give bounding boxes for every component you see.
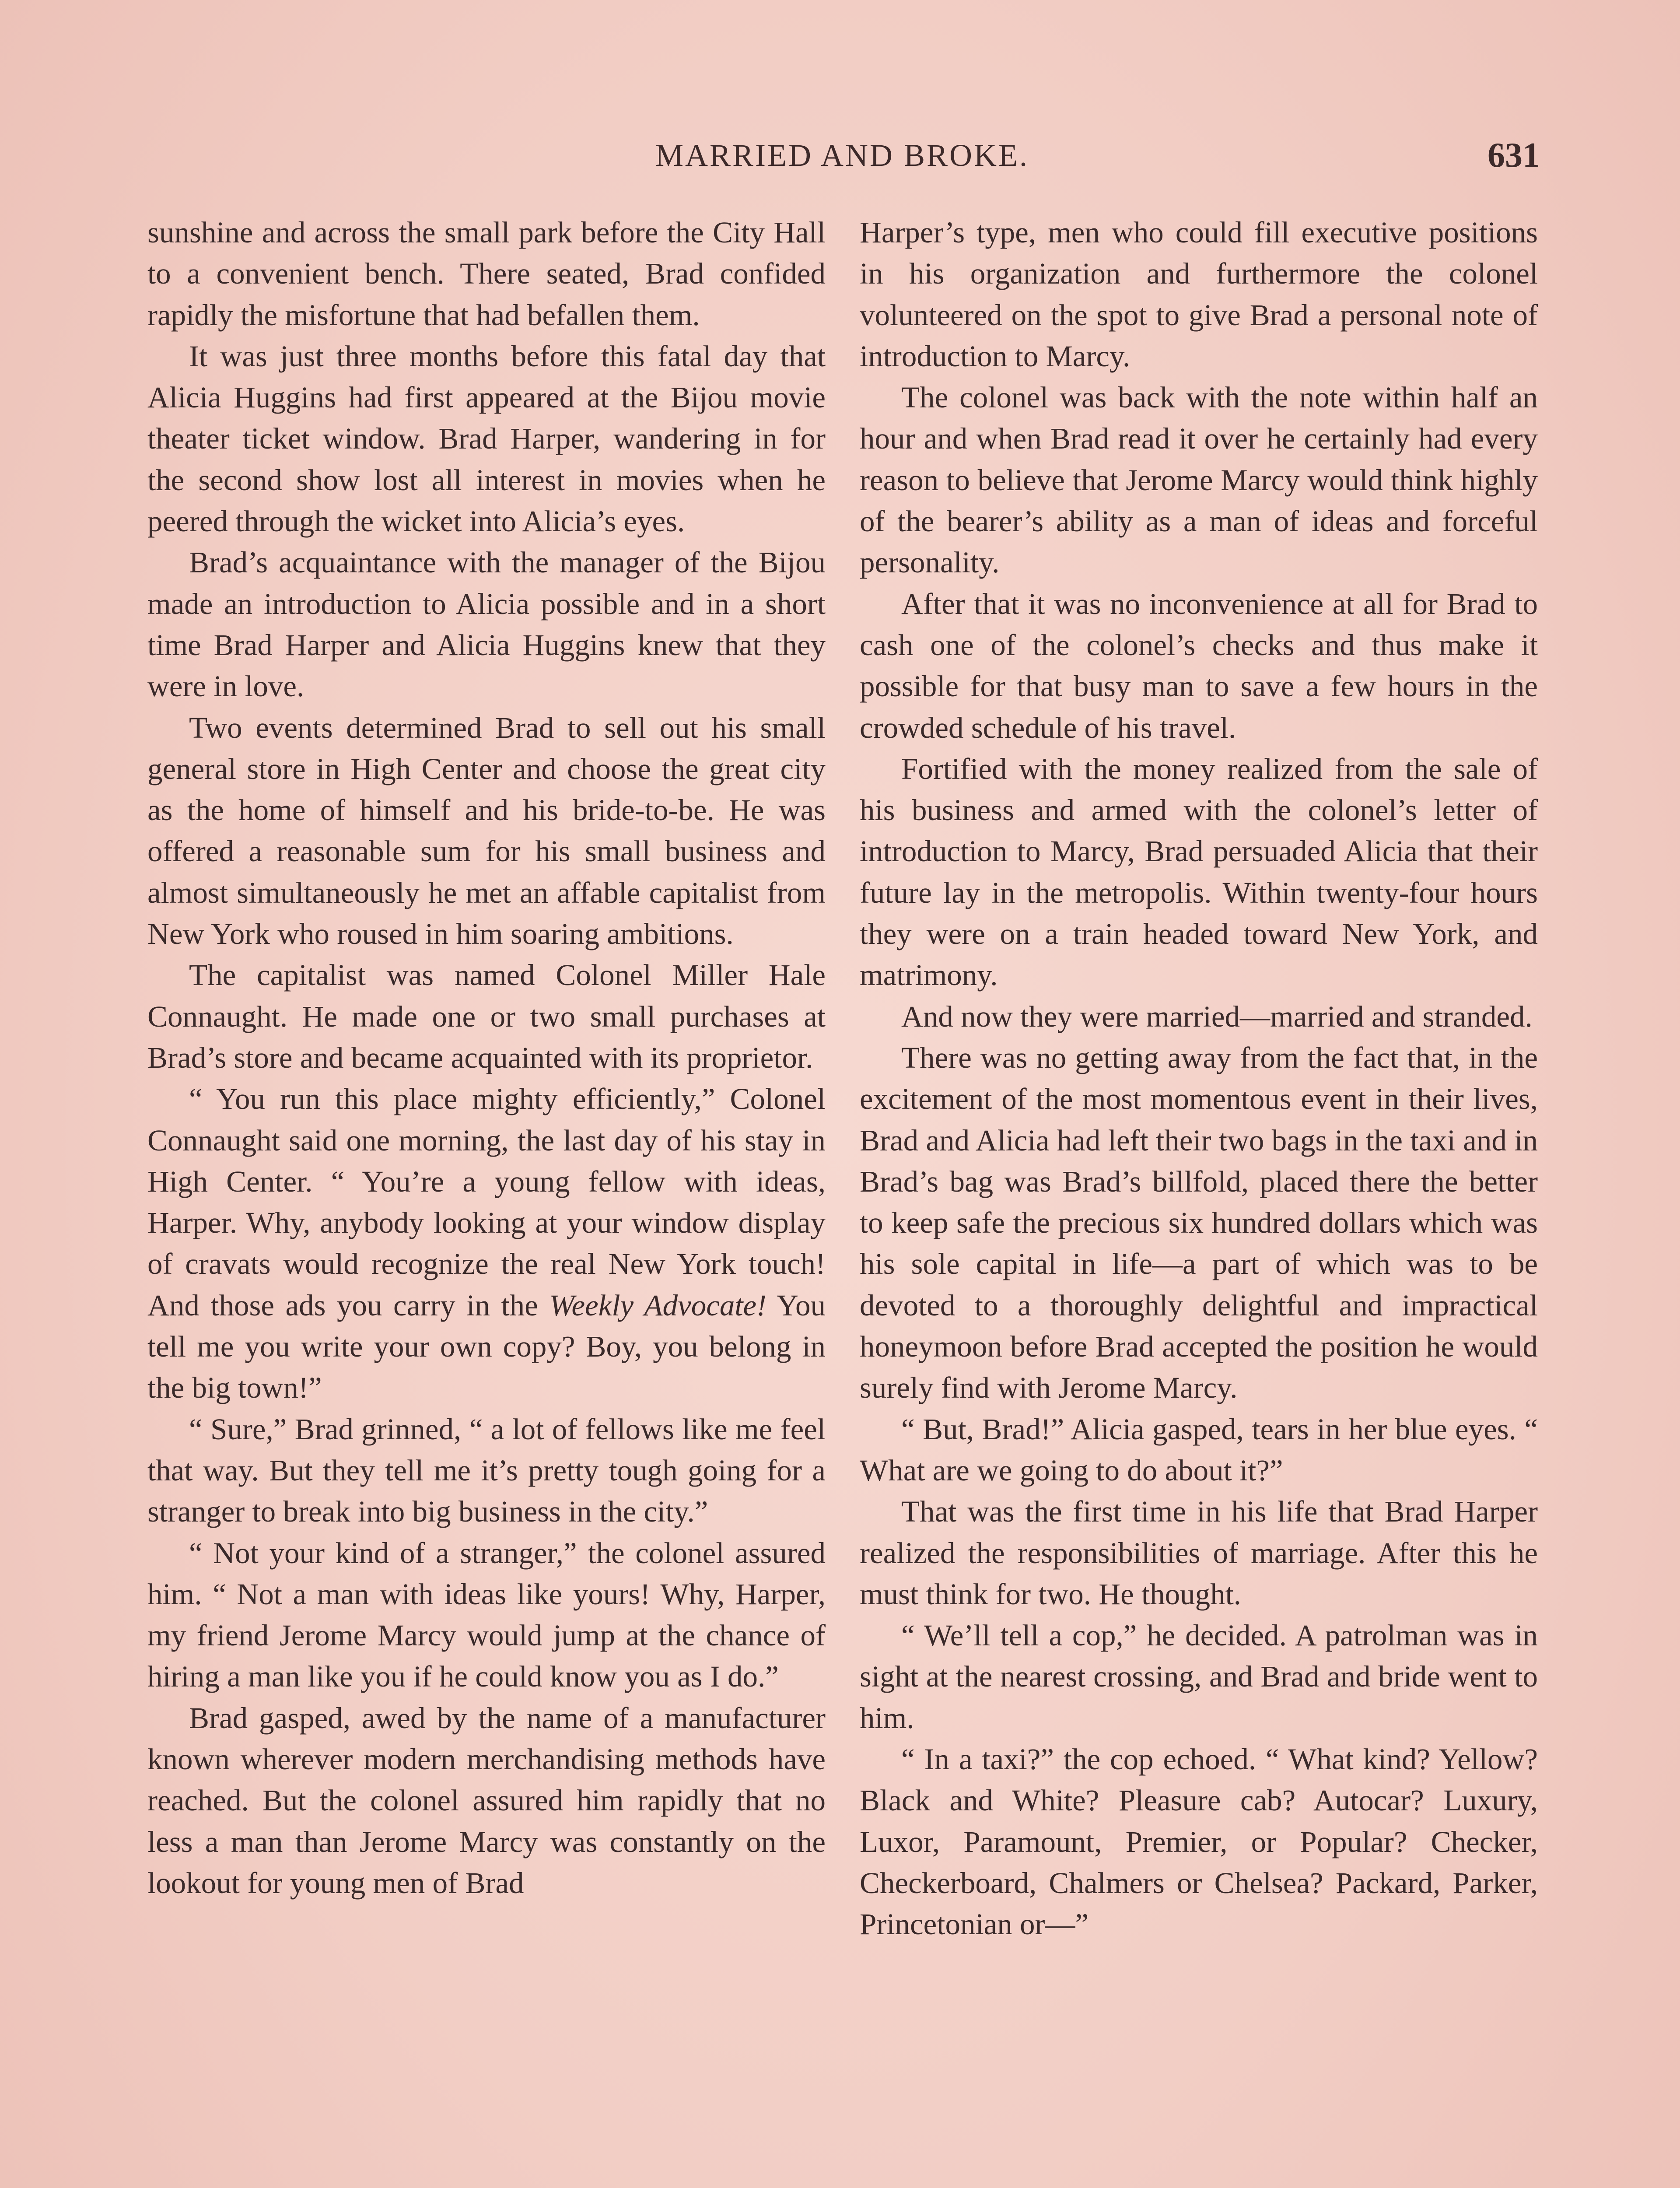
paragraph: “ But, Brad!” Alicia gasped, tears in her blue eyes. “ What are we going to do about it?” [860,1412,1538,1487]
paragraph: “ Not your kind of a stranger,” the colonel assured him. “ Not a man with ideas like yours! Why, Harper, my friend Jerome Marcy would jump at the chance of hiring a man like you if he could know you as I do.” [147,1536,826,1694]
paragraph: There was no getting away from the fact that, in the excitement of the most momentous event in their lives, Brad and Alicia had left their two bags in the taxi and in Brad’s bag was Brad’s billfold, placed there the better to keep safe the precious six hundred dollars which was his sole capital in life—a part of which was to be devoted to a thoroughly delightful and impractical honeymoon before Brad accepted the position he would surely find with Jerome Marcy. [860,1041,1538,1405]
paragraph: After that it was no inconvenience at all for Brad to cash one of the colonel’s checks and thus make it possible for that busy man to save a few hours in the crowded schedule of his travel. [860,587,1538,744]
paragraph: “ In a taxi?” the cop echoed. “ What kind? Yellow? Black and White? Pleasure cab? Autocar? Luxury, Luxor, Paramount, Premier, or Popular? Checker, Checkerboard, Chalmers or Chelsea? Packard, Parker, Princetonian or—” [860,1742,1538,1941]
paragraph: Brad gasped, awed by the name of a manufacturer known wherever modern merchandising methods have reached. But the colonel assured him rapidly that no less a man than Jerome Marcy was constantly on the lookout for young men of Brad [147,1701,826,1900]
paragraph: Harper’s type, men who could fill executive positions in his organization and furthermore the colonel volunteered on the spot to give Brad a personal note of introduction to Marcy. [860,216,1538,373]
paragraph [147,1078,826,1408]
running-title: MARRIED AND BROKE. [655,138,1029,173]
paragraph-text: “ You run this place mighty efficiently,” Colonel Connaught said one morning, the last day of his stay in High Center. “ You’re a young fellow with ideas, Harper. Why, anybody looking at your window display of cravats would recognize the real New York touch! And those ads you carry in the [147,1082,826,1322]
paragraph: “ Sure,” Brad grinned, “ a lot of fellows like me feel that way. But they tell me it’s pretty tough going for a stranger to break into big business in the city.” [147,1412,826,1529]
paragraph: The capitalist was named Colonel Miller Hale Connaught. He made one or two small purchases at Brad’s store and became acquainted with its proprietor. [147,958,826,1074]
paragraph: It was just three months before this fatal day that Alicia Huggins had first appeared at the Bijou movie theater ticket window. Brad Harper, wandering in for the second show lost all interest in movies when he peered through the wicket into Alicia’s eyes. [147,339,826,538]
paragraph: The colonel was back with the note within half an hour and when Brad read it over he certainly had every reason to believe that Jerome Marcy would think highly of the bearer’s ability as a man of ideas and forceful personality. [860,381,1538,579]
running-head [144,131,1540,179]
paragraph: Two events determined Brad to sell out his small general store in High Center and choose the great city as the home of himself and his bride-to-be. He was offered a reasonable sum for his small business and almost simultaneously he met an affable capitalist from New York who roused in him soaring ambitions. [147,711,826,951]
paragraph-text: You tell me you write your own copy? Boy, you belong in the big town!” [147,1288,826,1405]
left-column [147,212,826,1904]
right-column [860,212,1538,1945]
paragraph: “ We’ll tell a cop,” he decided. A patrolman was in sight at the nearest crossing, and Brad and bride went to him. [860,1619,1538,1735]
paragraph: That was the first time in his life that Brad Harper realized the responsibilities of marriage. After this he must think for two. He thought. [860,1495,1538,1611]
paragraph: Brad’s acquaintance with the manager of the Bijou made an introduction to Alicia possible and in a short time Brad Harper and Alicia Huggins knew that they were in love. [147,546,826,703]
paragraph: sunshine and across the small park before the City Hall to a convenient bench. There seated, Brad confided rapidly the misfortune that had befallen them. [147,216,826,332]
paragraph: And now they were married—married and stranded. [901,999,1533,1033]
paragraph: Fortified with the money realized from the sale of his business and armed with the colonel’s letter of introduction to Marcy, Brad persuaded Alicia that their future lay in the metropolis. Within twenty-four hours they were on a train headed toward New York, and matrimony. [860,752,1538,992]
page-number: 631 [1488,136,1540,175]
newspaper-title: Weekly Advocate! [549,1288,767,1322]
